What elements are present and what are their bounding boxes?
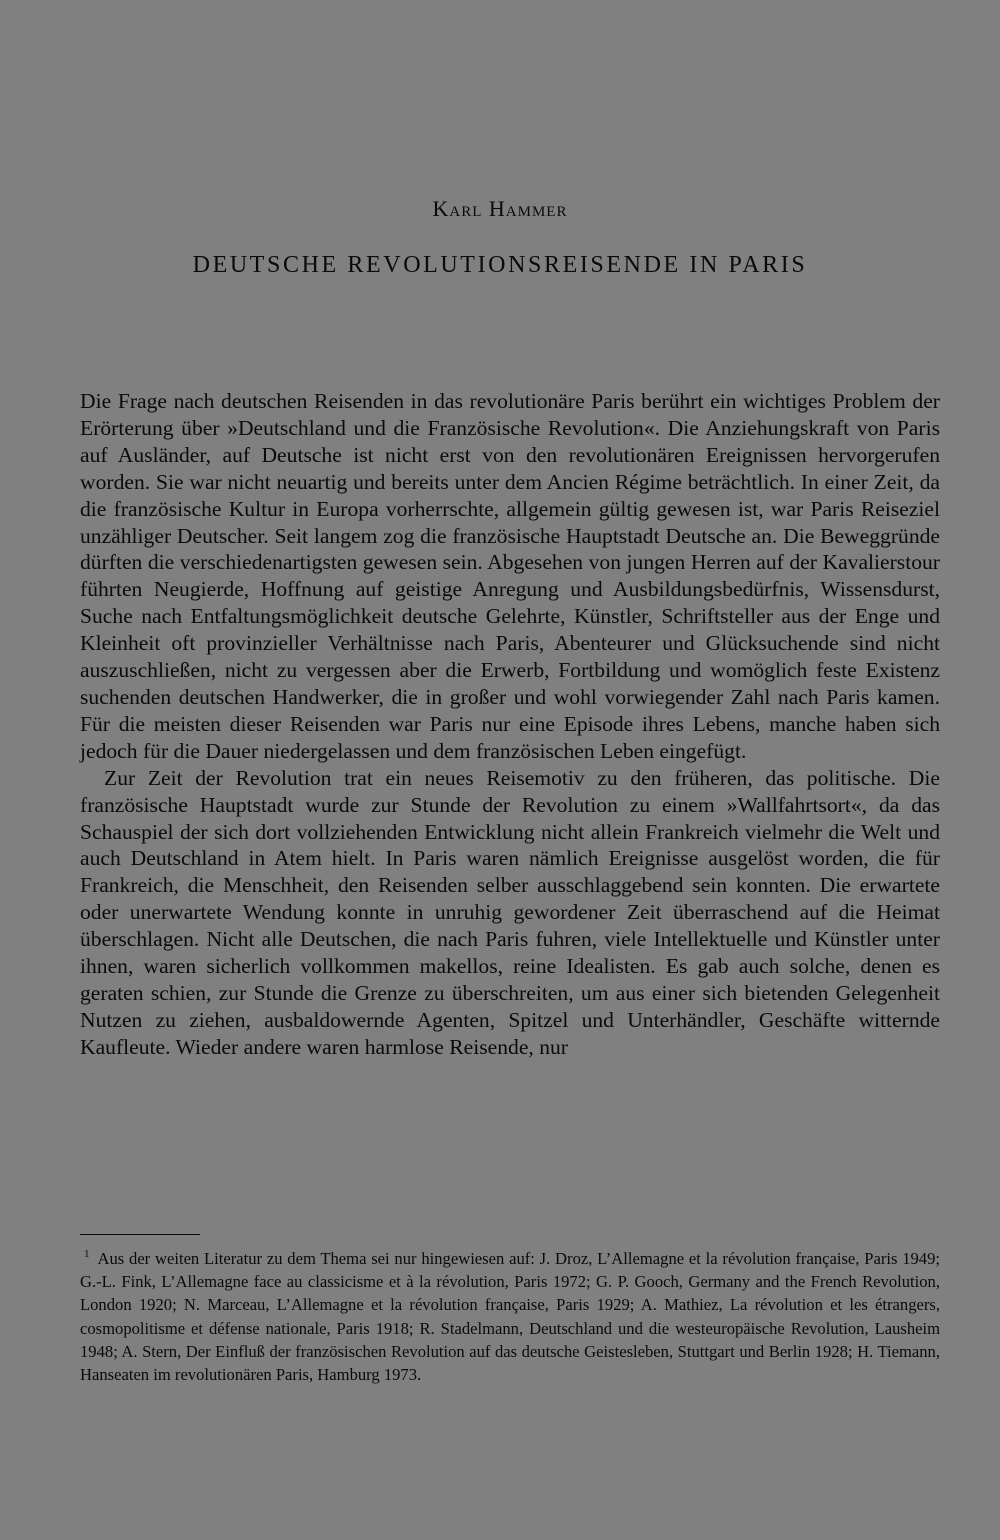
footnote-text: Aus der weiten Literatur zu dem Thema sei nur hingewiesen auf: J. Droz, L’Allemagne et la révolution française, Paris 1949; G.-L. Fink, L’Allemagne face au classicisme et à la révolution, Paris 1972; G. P. Gooch, Germany and the French Revolution, London 1920; N. Marceau, L’Allemagne et la révolution française, Paris 1929; A. Mathiez, La révolution et les étrangers, cosmopolitisme et défense nationale, Paris 1918; R. Stadelmann, Deutschland und die westeuropäische Revolution, Lausheim 1948; A. Stern, Der Einfluß der französischen Revolution auf das deutsche Geistesleben, Stuttgart und Berlin 1928; H. Tiemann, Hanseaten im revolutionären Paris, Hamburg 1973. — [80, 1249, 940, 1385]
author-name: Karl Hammer — [432, 196, 568, 221]
body-text — [80, 388, 940, 1061]
footnote-divider — [80, 1234, 200, 1235]
paragraph-2: Zur Zeit der Revolution trat ein neues Reisemotiv zu den früheren, das politische. Die französische Hauptstadt wurde zur Stunde der Revolution zu einem »Wallfahrtsort«, da das Schauspiel der sich dort vollziehenden Entwicklung nicht allein Frankreich vielmehr die Welt und auch Deutschland in Atem hielt. In Paris waren nämlich Ereignisse ausgelöst worden, die für Frankreich, die Menschheit, den Reisenden selber ausschlaggebend sein konnten. Die erwartete oder unerwartete Wendung konnte in unruhig gewordener Zeit überraschend auf die Heimat überschlagen. Nicht alle Deutschen, die nach Paris fuhren, viele Intellektuelle und Künstler unter ihnen, waren sicherlich vollkommen makellos, reine Idealisten. Es gab auch solche, denen es geraten schien, zur Stunde die Grenze zu überschreiten, um aus einer sich bietenden Gelegenheit Nutzen zu ziehen, ausbaldowernde Agenten, Spitzel und Unterhändler, Geschäfte witternde Kaufleute. Wieder andere waren harmlose Reisende, nur — [80, 765, 940, 1059]
footnote-marker: 1 — [84, 1248, 90, 1260]
footnote — [80, 1243, 940, 1386]
paragraph-1: Die Frage nach deutschen Reisenden in das revolutionäre Paris berührt ein wichtiges Problem der Erörterung über »Deutschland und die Französische Revolution«. Die Anziehungskraft von Paris auf Ausländer, auf Deutsche ist nicht erst von den revolutionären Ereignissen hervorgerufen worden. Sie war nicht neuartig und bereits unter dem Ancien Régime beträchtlich. In einer Zeit, da die französische Kultur in Europa vorherrschte, allgemein gültig gewesen ist, war Paris Reiseziel unzähliger Deutscher. Seit langem zog die französische Hauptstadt Deutsche an. Die Beweggründe dürften die verschiedenartigsten gewesen sein. Abgesehen von jungen Herren auf der Kavalierstour führten Neugierde, Hoffnung auf geistige Anregung und Ausbildungsbedürfnis, Wissensdurst, Suche nach Entfaltungsmöglichkeit deutsche Gelehrte, Künstler, Schriftsteller aus der Enge und Kleinheit oft provinzieller Verhältnisse nach Paris, Abenteurer und Glücksuchende sind nicht auszuschließen, nicht zu vergessen aber die Erwerb, Fortbildung und womöglich feste Existenz suchenden deutschen Handwerker, die in großer und wohl vorwiegender Zahl nach Paris kamen. Für die meisten dieser Reisenden war Paris nur eine Episode ihres Lebens, manche haben sich jedoch für die Dauer niedergelassen und dem französischen Leben eingefügt. — [80, 389, 940, 763]
article-title: DEUTSCHE REVOLUTIONSREISENDE IN PARIS — [192, 252, 808, 278]
